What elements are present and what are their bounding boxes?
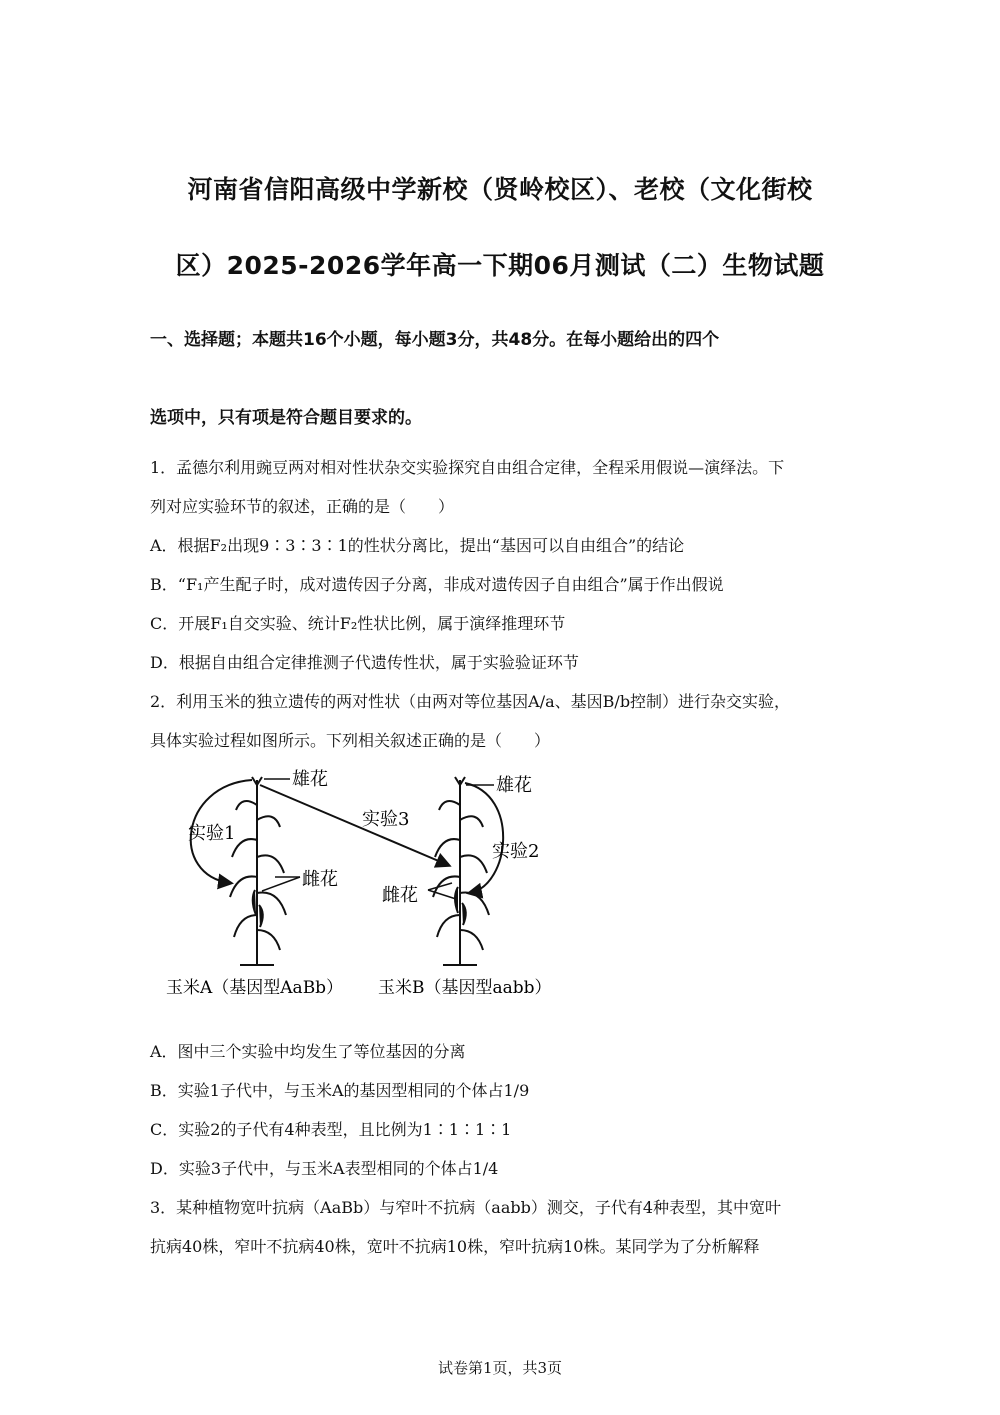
male-flower-label-a: 雄花 bbox=[292, 769, 328, 790]
q2-option-d: D．实验3子代中，与玉米A表型相同的个体占1/4 bbox=[150, 1159, 499, 1178]
q2-stem-line-2: 具体实验过程如图所示。下列相关叙述正确的是（ ） bbox=[150, 731, 551, 750]
experiment-2-label: 实验2 bbox=[492, 841, 540, 862]
q3-stem-line-1: 3．某种植物宽叶抗病（AaBb）与窄叶不抗病（aabb）测交，子代有4种表型，其中宽叶 bbox=[150, 1198, 782, 1217]
q2-option-a: A．图中三个实验中均发生了等位基因的分离 bbox=[150, 1042, 466, 1061]
exp3-arrow bbox=[260, 785, 448, 865]
q2-option-b: B．实验1子代中，与玉米A的基因型相同的个体占1/9 bbox=[150, 1081, 530, 1100]
page-footer: 试卷第1页，共3页 bbox=[437, 1359, 563, 1377]
female-flower-label-b: 雌花 bbox=[382, 885, 418, 906]
q1-stem-line-2: 列对应实验环节的叙述，正确的是（ ） bbox=[150, 497, 455, 516]
caption-maize-a: 玉米A（基因型AaBb） bbox=[166, 978, 344, 998]
maize-plant-a bbox=[230, 777, 286, 965]
q2-option-c: C．实验2的子代有4种表型，且比例为1∶1∶1∶1 bbox=[150, 1120, 512, 1139]
maize-cross-figure bbox=[160, 765, 580, 1005]
exp2-arrow bbox=[465, 783, 503, 893]
maize-plant-b bbox=[433, 777, 489, 965]
experiment-3-label: 实验3 bbox=[362, 809, 410, 830]
q1-stem-line-1: 1．孟德尔利用豌豆两对相对性状杂交实验探究自由组合定律，全程采用假说—演绎法。下 bbox=[150, 458, 785, 477]
q2-stem-line-1: 2．利用玉米的独立遗传的两对性状（由两对等位基因A/a、基因B/b控制）进行杂交实验， bbox=[150, 692, 791, 711]
q1-option-b: B．“F₁产生配子时，成对遗传因子分离，非成对遗传因子自由组合”属于作出假说 bbox=[150, 575, 724, 594]
caption-maize-b: 玉米B（基因型aabb） bbox=[378, 978, 552, 998]
q1-option-c: C．开展F₁自交实验、统计F₂性状比例，属于演绎推理环节 bbox=[150, 614, 566, 633]
male-flower-label-b: 雄花 bbox=[496, 775, 532, 796]
section-heading-line-1: 一、选择题；本题共16个小题，每小题3分，共48分。在每小题给出的四个 bbox=[150, 330, 720, 350]
experiment-1-label: 实验1 bbox=[188, 823, 236, 844]
female-flower-label-a: 雌花 bbox=[302, 869, 338, 890]
q1-option-a: A．根据F₂出现9∶3∶3∶1的性状分离比，提出“基因可以自由组合”的结论 bbox=[150, 536, 685, 555]
section-heading-line-2: 选项中，只有项是符合题目要求的。 bbox=[150, 408, 422, 428]
q1-option-d: D．根据自由组合定律推测子代遗传性状，属于实验验证环节 bbox=[150, 653, 579, 672]
title-line-2: 区）2025-2026学年高一下期06月测试（二）生物试题 bbox=[175, 251, 825, 280]
title-line-1: 河南省信阳高级中学新校（贤岭校区）、老校（文化街校 bbox=[187, 175, 813, 204]
q3-stem-line-2: 抗病40株，窄叶不抗病40株，宽叶不抗病10株，窄叶抗病10株。某同学为了分析解释 bbox=[150, 1237, 760, 1256]
